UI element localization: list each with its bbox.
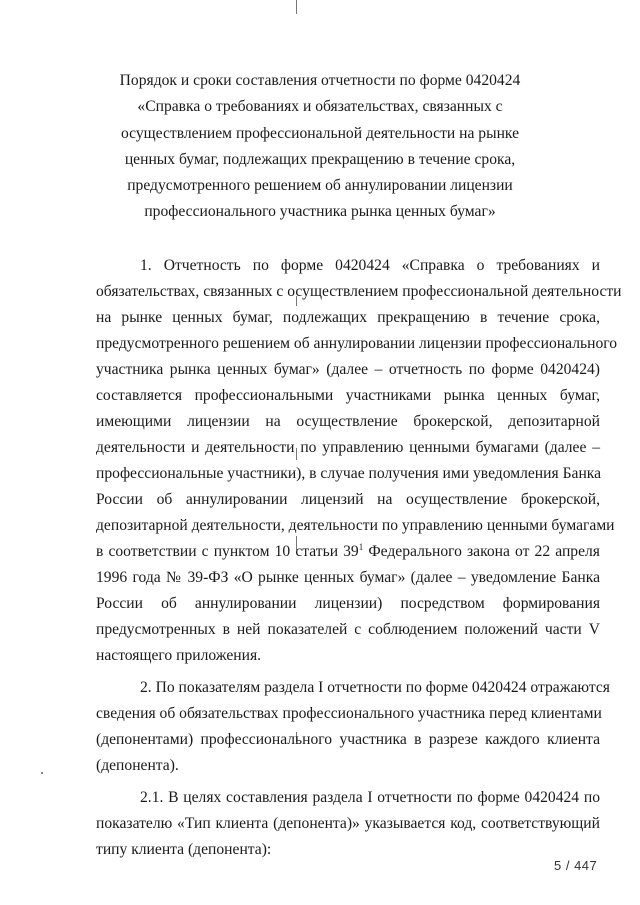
scan-speck bbox=[41, 772, 43, 774]
text-segment: Федерального закона от 22 апреля bbox=[363, 543, 600, 560]
text-line: деятельности и деятельности по управлению ценными бумагами (далее – bbox=[96, 439, 600, 456]
text-line: (депонента). bbox=[96, 757, 179, 774]
title-line: осуществлением профессиональной деятельности на рынке bbox=[120, 124, 520, 142]
paragraph-2 bbox=[96, 675, 610, 779]
text-line: сведения об обязательствах профессионального участника перед клиентами bbox=[96, 705, 602, 722]
text-line: России об аннулировании лицензии) посредством формирования bbox=[96, 595, 600, 612]
text-line: участника рынка ценных бумаг» (далее – отчетность по форме 0420424) bbox=[96, 361, 600, 378]
text-line: настоящего приложения. bbox=[96, 647, 262, 664]
text-line: профессиональные участники), в случае получения ими уведомления Банка bbox=[96, 465, 602, 482]
page-number: 5 / 447 bbox=[554, 858, 598, 873]
text-line: (депонентами) профессионального участника в разрезе каждого клиента bbox=[96, 731, 600, 748]
text-line bbox=[96, 539, 600, 565]
text-line: 1. Отчетность по форме 0420424 «Справка о требованиях и bbox=[140, 257, 600, 274]
text-line: 2.1. В целях составления раздела I отчетности по форме 0420424 по bbox=[140, 789, 600, 806]
paragraph-2-1 bbox=[96, 785, 600, 863]
text-line: на рынке ценных бумаг, подлежащих прекращению в течение срока, bbox=[96, 309, 600, 326]
text-line: составляется профессиональными участниками рынка ценных бумаг, bbox=[96, 387, 600, 404]
text-line: обязательствах, связанных с осуществлением профессиональной деятельности bbox=[96, 283, 622, 300]
title-line: «Справка о требованиях и обязательствах, связанных с bbox=[137, 98, 503, 116]
title-line: предусмотренного решением об аннулировании лицензии bbox=[127, 177, 513, 195]
superscript: 1 bbox=[358, 541, 364, 552]
text-line: России об аннулировании лицензий на осуществление брокерской, bbox=[96, 491, 600, 508]
paragraph-1 bbox=[96, 253, 622, 669]
text-line: типу клиента (депонента): bbox=[96, 841, 272, 858]
title-line: профессионального участника рынка ценных бумаг» bbox=[144, 203, 496, 221]
document-title bbox=[0, 68, 640, 226]
text-segment: в соответствии с пунктом 10 статьи 39 bbox=[96, 543, 359, 560]
text-line: депозитарной деятельности, деятельности по управлению ценными бумагами bbox=[96, 517, 615, 534]
text-line: показателю «Тип клиента (депонента)» указывается код, соответствующий bbox=[96, 815, 600, 832]
text-line: 1996 года № 39-ФЗ «О рынке ценных бумаг» (далее – уведомление Банка bbox=[96, 569, 600, 586]
text-line: 2. По показателям раздела I отчетности по форме 0420424 отражаются bbox=[140, 679, 610, 696]
binding-mark bbox=[296, 0, 297, 14]
document-body bbox=[96, 253, 622, 863]
title-line: ценных бумаг, подлежащих прекращению в течение срока, bbox=[124, 150, 516, 168]
text-line: имеющими лицензии на осуществление брокерской, депозитарной bbox=[96, 413, 600, 430]
text-line: предусмотренного решением об аннулировании лицензии профессионального bbox=[96, 335, 618, 352]
text-line: предусмотренных в ней показателей с соблюдением положений части V bbox=[96, 621, 600, 638]
title-line: Порядок и сроки составления отчетности по форме 0420424 bbox=[119, 72, 521, 89]
